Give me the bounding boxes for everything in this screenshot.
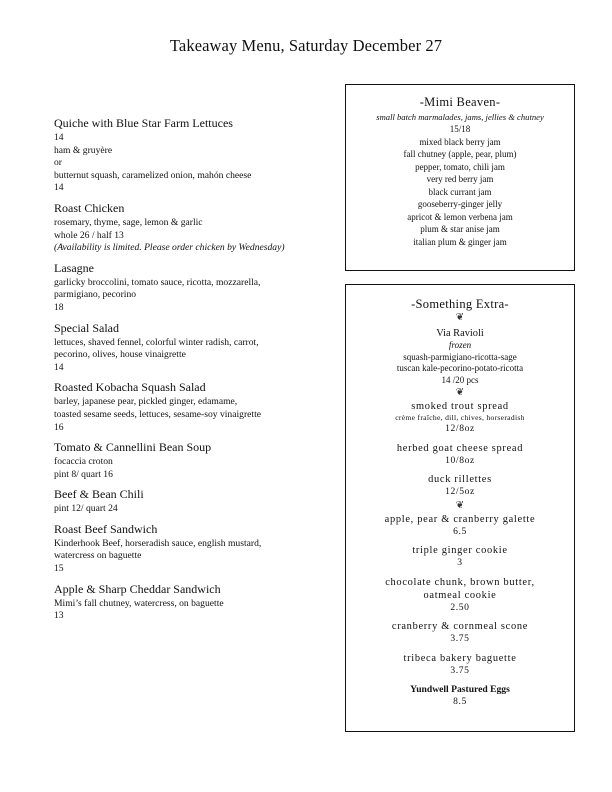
menu-item-line: or [54,157,62,169]
page-title: Takeaway Menu, Saturday December 27 [169,36,443,55]
menu-item-line: 13 [54,610,64,622]
menu-item-name: Roast Beef Sandwich [54,521,158,536]
menu-item-line: pint 8/ quart 16 [54,468,113,480]
menu-item-bean-soup [54,440,324,481]
trout-subtitle: crème fraîche, dill, chives, horseradish [395,413,525,422]
menu-item-lasagne [54,261,324,315]
mimi-beaven-box [345,84,575,271]
mimi-item: pepper, tomato, chili jam [415,161,505,172]
menu-item-line: 14 [54,182,64,194]
menu-item-name: Apple & Sharp Cheddar Sandwich [54,581,221,596]
menu-item-name: Quiche with Blue Star Farm Lettuces [54,116,233,130]
mimi-item: gooseberry-ginger jelly [417,199,503,209]
mimi-item: black currant jam [428,186,492,197]
menu-item-line: lettuces, shaved fennel, colorful winter radish, carrot, [54,336,259,348]
menu-item-line: parmigiano, pecorino [54,289,137,301]
menu-item-special-salad [54,321,324,375]
extra-title: -Something Extra- [411,297,509,311]
galette-price: 6.5 [453,525,467,537]
menu-item-line: 14 [54,361,64,373]
goat-cheese-price: 10/8oz [445,454,475,466]
menu-item-line: butternut squash, caramelized onion, mahón cheese [54,169,252,181]
ravioli-price: 14 /20 pcs [441,374,479,385]
menu-item-chili [54,487,324,516]
menu-item-line: 16 [54,421,64,433]
menu-item-cheddar-sandwich [54,582,324,623]
ravioli-line: tuscan kale-pecorino-potato-ricotta [396,363,524,373]
ginger-cookie-name: triple ginger cookie [412,545,508,556]
menu-item-line: 15 [54,563,64,575]
mimi-price: 15/18 [449,124,471,134]
mimi-item: fall chutney (apple, pear, plum) [403,149,517,159]
menu-item-line: pecorino, olives, house vinaigrette [54,349,186,361]
goat-cheese-name: herbed goat cheese spread [396,442,524,454]
eggs-price: 8.5 [453,696,467,707]
menu-item-name: Special Salad [54,320,119,335]
flourish-icon: ❦ [455,312,465,323]
menu-item-line: barley, japanese pear, pickled ginger, edamame, [54,396,238,408]
mimi-title: -Mimi Beaven- [419,95,501,109]
trout-name: smoked trout spread [411,401,509,412]
menu-item-line: rosemary, thyme, sage, lemon & garlic [54,216,203,228]
mimi-item: plum & star anise jam [420,224,500,234]
menu-item-line: Kinderhook Beef, horseradish sauce, english mustard, [54,537,262,549]
mimi-item: very red berry jam [426,174,494,184]
scone-name: cranberry & cornmeal scone [391,621,529,632]
chocolate-cookie-price: 2.50 [450,601,470,613]
duck-rillettes-price: 12/5oz [445,486,475,497]
chocolate-cookie-name: chocolate chunk, brown butter, [385,576,535,588]
scone-price: 3.75 [450,633,470,644]
menu-item-name: Lasagne [54,260,94,275]
main-menu-list [54,116,324,629]
chocolate-cookie-name-line2: oatmeal cookie [423,589,497,601]
trout-price: 12/8oz [445,423,475,434]
eggs-name: Yundwell Pastured Eggs [410,684,510,695]
menu-item-line: 18 [54,301,64,313]
menu-item-line: 14 [54,132,64,143]
ravioli-name: Via Ravioli [436,328,484,339]
menu-item-line: watercress on baguette [54,550,142,562]
baguette-name: tribeca bakery baguette [403,652,517,664]
mimi-item: mixed black berry jam [419,136,501,147]
menu-item-name: Tomato & Cannellini Bean Soup [54,440,212,455]
menu-item-line: ham & gruyère [54,144,113,156]
menu-item-line: whole 26 / half 13 [54,229,124,241]
menu-item-line: focaccia croton [54,456,113,468]
menu-item-name: Beef & Bean Chili [54,487,144,502]
mimi-item: italian plum & ginger jam [413,236,507,247]
menu-item-roast-beef-sandwich [54,522,324,576]
menu-item-squash-salad [54,380,324,434]
menu-item-roast-chicken [54,201,324,255]
ravioli-subtitle: frozen [448,340,472,350]
ravioli-line: squash-parmigiano-ricotta-sage [403,351,517,362]
menu-item-name: Roasted Kobacha Squash Salad [54,380,206,395]
duck-rillettes-name: duck rillettes [428,474,492,485]
menu-item-line: garlicky broccolini, tomato sauce, ricotta, mozzarella, [54,276,261,288]
menu-item-line: toasted sesame seeds, lettuces, sesame-soy vinaigrette [54,408,261,420]
something-extra-box [345,284,575,732]
menu-item-line: Mimi’s fall chutney, watercress, on baguette [54,597,224,609]
mimi-subtitle: small batch marmalades, jams, jellies & chutney [376,112,544,122]
ginger-cookie-price: 3 [457,557,463,568]
menu-item-note: (Availability is limited. Please order chicken by Wednesday) [54,242,285,254]
flourish-icon: ❦ [455,387,465,398]
menu-item-line: pint 12/ quart 24 [54,503,118,515]
menu-item-name: Roast Chicken [54,200,125,215]
mimi-item: apricot & lemon verbena jam [407,211,513,222]
galette-name: apple, pear & cranberry galette [384,513,536,525]
menu-item-quiche [54,116,324,195]
baguette-price: 3.75 [450,664,470,676]
flourish-icon: ❦ [455,499,465,511]
